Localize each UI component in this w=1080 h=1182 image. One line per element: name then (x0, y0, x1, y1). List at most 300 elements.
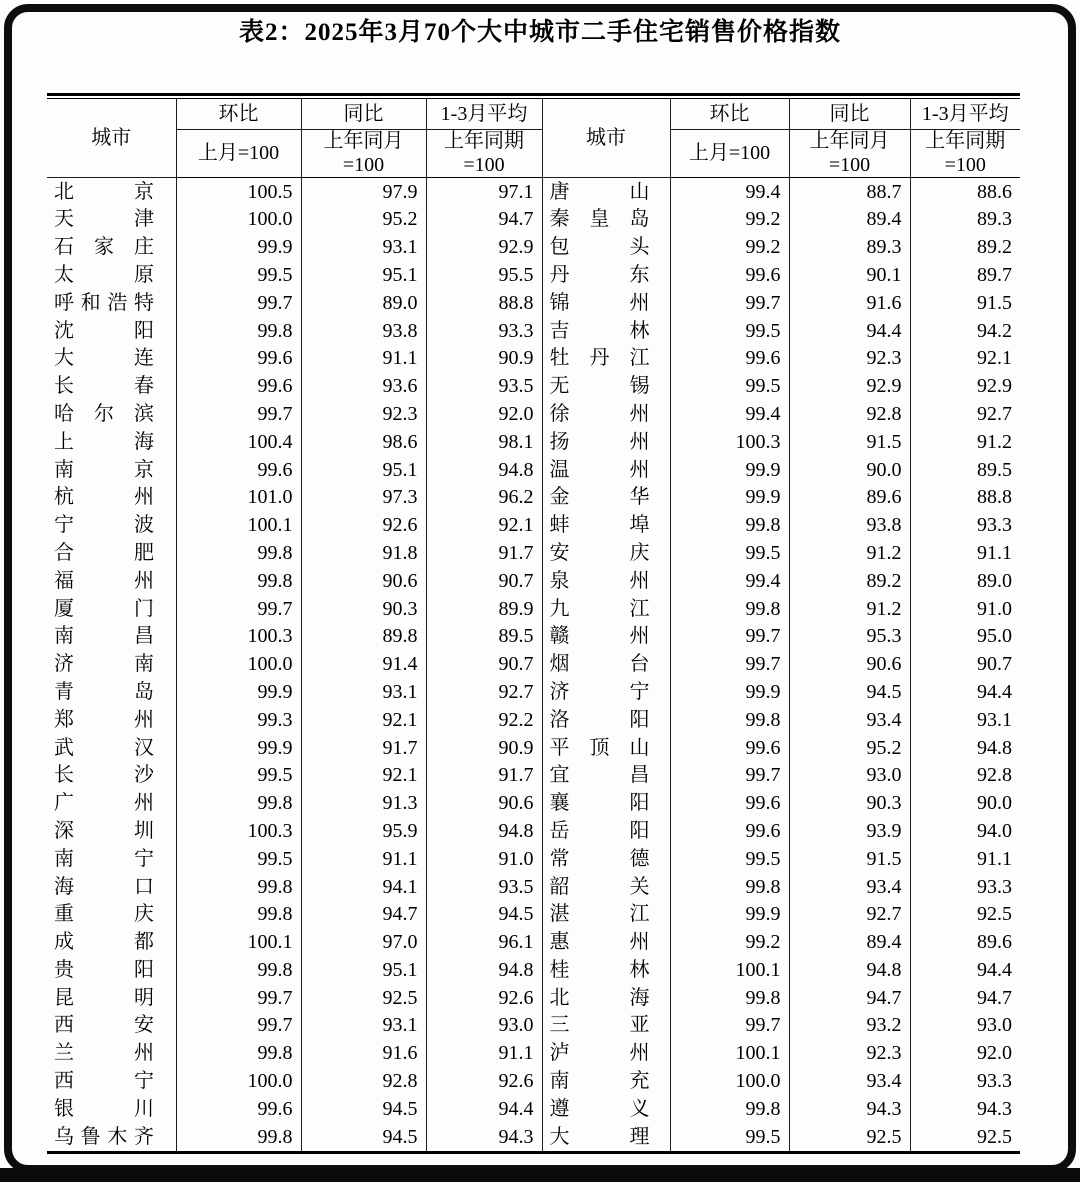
avg-value-cell: 90.7 (426, 651, 542, 679)
mom-value-cell: 100.3 (176, 818, 301, 846)
yoy-value-cell: 94.5 (301, 1123, 426, 1152)
city-cell (47, 818, 176, 846)
yoy-value-cell: 93.6 (301, 373, 426, 401)
city-cell (47, 595, 176, 623)
yoy-value-cell: 93.9 (789, 818, 910, 846)
avg-value-cell: 94.4 (977, 958, 1012, 981)
mom-value-cell: 100.1 (670, 957, 789, 985)
city-name: 泉州 (549, 569, 650, 592)
city-cell (542, 1040, 670, 1068)
city-name: 包头 (549, 236, 650, 259)
city-cell (542, 623, 670, 651)
mom-value-cell: 99.7 (176, 401, 301, 429)
avg-value-cell: 94.7 (977, 986, 1012, 1009)
yoy-value-cell: 98.6 (301, 428, 426, 456)
avg-value-cell: 93.3 (426, 317, 542, 345)
city-cell (542, 706, 670, 734)
mom-value-cell: 99.2 (670, 234, 789, 262)
yoy-value-cell: 94.5 (301, 1095, 426, 1123)
city-cell (47, 762, 176, 790)
city-name: 扬州 (549, 430, 650, 453)
avg-value-cell: 98.1 (426, 428, 542, 456)
table-row (47, 679, 1020, 707)
mom-value-cell: 99.7 (176, 289, 301, 317)
data-table (47, 98, 1020, 1154)
yoy-value-cell: 91.1 (301, 345, 426, 373)
avg-value-cell: 91.1 (426, 1040, 542, 1068)
city-cell (47, 289, 176, 317)
table-row (47, 512, 1020, 540)
city-cell (542, 929, 670, 957)
city-cell (542, 901, 670, 929)
subheader-avg-line1: 上年同期 (444, 130, 524, 152)
city-cell (542, 373, 670, 401)
mom-value-cell: 99.6 (176, 1095, 301, 1123)
avg-value-cell: 91.0 (426, 845, 542, 873)
avg-value-cell: 90.9 (426, 734, 542, 762)
yoy-value-cell: 92.6 (301, 512, 426, 540)
page-title: 表2：2025年3月70个大中城市二手住宅销售价格指数 (238, 19, 841, 46)
subheader-yoy-left (301, 130, 426, 178)
mom-value-cell: 100.0 (176, 1068, 301, 1096)
table-row (47, 957, 1020, 985)
city-name: 济宁 (549, 680, 650, 703)
avg-value-cell: 90.0 (977, 792, 1012, 815)
city-cell (542, 595, 670, 623)
avg-value-cell: 94.8 (426, 818, 542, 846)
yoy-value-cell: 91.8 (301, 540, 426, 568)
avg-value-cell: 94.7 (426, 206, 542, 234)
mom-value-cell: 99.7 (176, 1012, 301, 1040)
city-cell (47, 512, 176, 540)
avg-value-cell: 93.1 (977, 708, 1012, 731)
city-name: 成都 (54, 931, 154, 954)
table-row (47, 540, 1020, 568)
avg-value-cell: 94.8 (977, 736, 1012, 759)
mom-value-cell: 99.5 (176, 845, 301, 873)
yoy-value-cell: 88.7 (789, 178, 910, 206)
city-cell (47, 873, 176, 901)
avg-value-cell: 93.3 (977, 875, 1012, 898)
city-name: 赣州 (549, 625, 650, 648)
yoy-value-cell: 89.3 (789, 234, 910, 262)
avg-value-cell: 88.6 (977, 180, 1012, 203)
city-cell (542, 317, 670, 345)
yoy-value-cell: 93.8 (789, 512, 910, 540)
table-row (47, 317, 1020, 345)
mom-value-cell: 99.4 (670, 401, 789, 429)
city-name: 重庆 (54, 903, 154, 926)
avg-value-cell: 96.2 (426, 484, 542, 512)
yoy-value-cell: 92.1 (301, 706, 426, 734)
avg-value-cell: 92.1 (977, 347, 1012, 370)
city-name: 蚌埠 (549, 514, 650, 537)
table-row (47, 901, 1020, 929)
city-name: 北海 (549, 986, 650, 1009)
yoy-value-cell: 92.7 (789, 901, 910, 929)
mom-value-cell: 99.8 (176, 540, 301, 568)
header-yoy-right: 同比 (789, 99, 910, 130)
avg-value-cell: 93.3 (977, 1070, 1012, 1093)
yoy-value-cell: 89.2 (789, 567, 910, 595)
yoy-value-cell: 92.8 (301, 1068, 426, 1096)
yoy-value-cell: 91.5 (789, 845, 910, 873)
subheader-mom-right: 上月=100 (670, 130, 789, 178)
city-name: 锦州 (549, 291, 650, 314)
city-cell (542, 984, 670, 1012)
yoy-value-cell: 92.3 (789, 345, 910, 373)
avg-value-cell: 89.7 (977, 263, 1012, 286)
city-cell (47, 178, 176, 206)
city-cell (47, 1012, 176, 1040)
mom-value-cell: 101.0 (176, 484, 301, 512)
avg-value-cell: 92.1 (426, 512, 542, 540)
avg-value-cell: 96.1 (426, 929, 542, 957)
mom-value-cell: 99.8 (176, 317, 301, 345)
mom-value-cell: 99.6 (176, 373, 301, 401)
city-name: 青岛 (54, 680, 154, 703)
city-name: 泸州 (549, 1042, 650, 1065)
mom-value-cell: 100.4 (176, 428, 301, 456)
header-mom-left: 环比 (176, 99, 301, 130)
city-cell (542, 428, 670, 456)
city-name: 福州 (54, 569, 154, 592)
city-cell (542, 1068, 670, 1096)
table-row (47, 345, 1020, 373)
yoy-value-cell: 91.7 (301, 734, 426, 762)
subheader-yoy-right (789, 130, 910, 178)
subheader-yoy-line1: 上年同月 (809, 130, 890, 152)
subheader-mom-left: 上月=100 (176, 130, 301, 178)
yoy-value-cell: 91.2 (789, 595, 910, 623)
city-name: 厦门 (54, 597, 154, 620)
avg-value-cell: 90.9 (426, 345, 542, 373)
yoy-value-cell: 93.1 (301, 679, 426, 707)
city-cell (47, 540, 176, 568)
table-row (47, 289, 1020, 317)
mom-value-cell: 99.6 (176, 456, 301, 484)
yoy-value-cell: 93.0 (789, 762, 910, 790)
avg-value-cell: 92.7 (426, 679, 542, 707)
mom-value-cell: 100.5 (176, 178, 301, 206)
yoy-value-cell: 95.3 (789, 623, 910, 651)
city-name: 秦皇岛 (549, 208, 650, 231)
mom-value-cell: 99.5 (670, 373, 789, 401)
city-cell (47, 1040, 176, 1068)
yoy-value-cell: 92.3 (789, 1040, 910, 1068)
avg-value-cell: 92.9 (426, 234, 542, 262)
avg-value-cell: 91.1 (977, 541, 1012, 564)
city-name: 西宁 (54, 1070, 154, 1093)
city-name: 杭州 (54, 486, 154, 509)
mom-value-cell: 99.5 (670, 317, 789, 345)
city-name: 海口 (54, 875, 154, 898)
table-row (47, 873, 1020, 901)
subheader-yoy-line2: =100 (342, 153, 385, 176)
mom-value-cell: 99.7 (670, 651, 789, 679)
city-name: 长沙 (54, 764, 154, 787)
city-cell (47, 929, 176, 957)
subheader-yoy-line2: =100 (828, 153, 871, 176)
city-cell (47, 790, 176, 818)
table-row (47, 1068, 1020, 1096)
city-name: 长春 (54, 375, 154, 398)
subheader-avg-line2: =100 (944, 153, 986, 176)
mom-value-cell: 99.6 (670, 734, 789, 762)
header-avg-left: 1-3月平均 (426, 99, 542, 130)
city-cell (542, 1095, 670, 1123)
city-name: 呼和浩特 (54, 291, 154, 314)
table-row (47, 262, 1020, 290)
table-row (47, 706, 1020, 734)
mom-value-cell: 100.1 (176, 929, 301, 957)
city-name: 深圳 (54, 819, 154, 842)
mom-value-cell: 99.8 (670, 984, 789, 1012)
avg-value-cell: 92.0 (977, 1042, 1012, 1065)
avg-value-cell: 91.2 (977, 430, 1012, 453)
city-cell (542, 1012, 670, 1040)
avg-value-cell: 91.0 (977, 597, 1012, 620)
avg-value-cell: 91.7 (426, 540, 542, 568)
city-cell (47, 373, 176, 401)
avg-value-cell: 93.0 (977, 1014, 1012, 1037)
yoy-value-cell: 92.8 (789, 401, 910, 429)
mom-value-cell: 99.8 (176, 873, 301, 901)
avg-value-cell: 90.7 (977, 653, 1012, 676)
table-row (47, 456, 1020, 484)
table-row (47, 762, 1020, 790)
avg-value-cell: 94.5 (426, 901, 542, 929)
avg-value-cell: 94.0 (977, 819, 1012, 842)
city-name: 南宁 (54, 847, 154, 870)
mom-value-cell: 99.6 (670, 345, 789, 373)
yoy-value-cell: 95.1 (301, 456, 426, 484)
avg-value-cell: 92.6 (426, 984, 542, 1012)
header-yoy-left: 同比 (301, 99, 426, 130)
yoy-value-cell: 93.4 (789, 873, 910, 901)
yoy-value-cell: 91.4 (301, 651, 426, 679)
city-cell (542, 567, 670, 595)
header-avg-right: 1-3月平均 (910, 99, 1020, 130)
avg-value-cell: 94.2 (977, 319, 1012, 342)
yoy-value-cell: 92.9 (789, 373, 910, 401)
city-name: 丹东 (549, 263, 650, 286)
city-name: 乌鲁木齐 (54, 1125, 154, 1148)
city-cell (47, 679, 176, 707)
mom-value-cell: 99.6 (670, 790, 789, 818)
avg-value-cell: 91.1 (977, 847, 1012, 870)
city-cell (542, 178, 670, 206)
city-cell (47, 567, 176, 595)
city-cell (47, 623, 176, 651)
city-cell (47, 401, 176, 429)
avg-value-cell: 93.5 (426, 373, 542, 401)
city-name: 西安 (54, 1014, 154, 1037)
city-cell (47, 845, 176, 873)
city-cell (542, 234, 670, 262)
mom-value-cell: 99.8 (176, 1123, 301, 1152)
yoy-value-cell: 94.1 (301, 873, 426, 901)
city-cell (47, 456, 176, 484)
avg-value-cell: 92.2 (426, 706, 542, 734)
subheader-avg-left (426, 130, 542, 178)
yoy-value-cell: 93.4 (789, 706, 910, 734)
table-row (47, 929, 1020, 957)
avg-value-cell: 95.5 (426, 262, 542, 290)
city-cell (542, 345, 670, 373)
mom-value-cell: 100.0 (176, 651, 301, 679)
city-cell (47, 262, 176, 290)
mom-value-cell: 99.5 (670, 540, 789, 568)
table-row (47, 1040, 1020, 1068)
city-cell (542, 790, 670, 818)
subheader-yoy-line1: 上年同月 (323, 130, 404, 152)
city-name: 唐山 (549, 180, 650, 203)
city-cell (47, 234, 176, 262)
city-name: 九江 (549, 597, 650, 620)
avg-value-cell: 92.7 (977, 402, 1012, 425)
table-row (47, 734, 1020, 762)
mom-value-cell: 99.3 (176, 706, 301, 734)
table-row (47, 818, 1020, 846)
mom-value-cell: 100.3 (176, 623, 301, 651)
yoy-value-cell: 94.4 (789, 317, 910, 345)
city-cell (542, 873, 670, 901)
mom-value-cell: 100.0 (176, 206, 301, 234)
yoy-value-cell: 89.8 (301, 623, 426, 651)
yoy-value-cell: 94.7 (789, 984, 910, 1012)
mom-value-cell: 99.8 (670, 873, 789, 901)
city-cell (47, 428, 176, 456)
city-name: 金华 (549, 486, 650, 509)
mom-value-cell: 99.7 (670, 762, 789, 790)
city-name: 南京 (54, 458, 154, 481)
city-cell (47, 651, 176, 679)
table-row (47, 234, 1020, 262)
yoy-value-cell: 89.6 (789, 484, 910, 512)
yoy-value-cell: 93.2 (789, 1012, 910, 1040)
yoy-value-cell: 94.3 (789, 1095, 910, 1123)
table-row (47, 1012, 1020, 1040)
city-cell (47, 206, 176, 234)
mom-value-cell: 100.0 (670, 1068, 789, 1096)
table-row (47, 373, 1020, 401)
city-name: 烟台 (549, 653, 650, 676)
city-cell (542, 289, 670, 317)
mom-value-cell: 99.7 (670, 1012, 789, 1040)
mom-value-cell: 100.3 (670, 428, 789, 456)
city-name: 遵义 (549, 1097, 650, 1120)
mom-value-cell: 99.5 (176, 262, 301, 290)
mom-value-cell: 99.9 (176, 734, 301, 762)
city-name: 韶关 (549, 875, 650, 898)
avg-value-cell: 89.6 (977, 931, 1012, 954)
yoy-value-cell: 92.5 (789, 1123, 910, 1152)
city-cell (542, 456, 670, 484)
city-name: 大理 (549, 1125, 650, 1148)
mom-value-cell: 99.8 (176, 957, 301, 985)
city-cell (542, 540, 670, 568)
bottom-black-band (0, 1168, 1080, 1182)
city-name: 南充 (549, 1070, 650, 1093)
city-name: 哈尔滨 (54, 402, 154, 425)
table-header (47, 99, 1020, 178)
city-name: 平顶山 (549, 736, 650, 759)
table-row (47, 651, 1020, 679)
mom-value-cell: 99.2 (670, 929, 789, 957)
city-cell (47, 1095, 176, 1123)
city-name: 安庆 (549, 541, 650, 564)
avg-value-cell: 88.8 (977, 486, 1012, 509)
yoy-value-cell: 97.0 (301, 929, 426, 957)
city-cell (542, 206, 670, 234)
table-row (47, 178, 1020, 206)
city-name: 天津 (54, 208, 154, 231)
city-name: 常德 (549, 847, 650, 870)
city-name: 石家庄 (54, 236, 154, 259)
avg-value-cell: 91.7 (426, 762, 542, 790)
yoy-value-cell: 91.3 (301, 790, 426, 818)
city-name: 银川 (54, 1097, 154, 1120)
yoy-value-cell: 94.8 (789, 957, 910, 985)
table-row (47, 623, 1020, 651)
mom-value-cell: 99.8 (176, 901, 301, 929)
avg-value-cell: 92.5 (977, 1125, 1012, 1148)
avg-value-cell: 92.8 (977, 764, 1012, 787)
city-name: 温州 (549, 458, 650, 481)
avg-value-cell: 89.0 (977, 569, 1012, 592)
avg-value-cell: 94.4 (426, 1095, 542, 1123)
avg-value-cell: 94.8 (426, 957, 542, 985)
avg-value-cell: 89.9 (426, 595, 542, 623)
avg-value-cell: 92.0 (426, 401, 542, 429)
city-name: 襄阳 (549, 792, 650, 815)
yoy-value-cell: 97.9 (301, 178, 426, 206)
city-cell (47, 317, 176, 345)
yoy-value-cell: 93.4 (789, 1068, 910, 1096)
yoy-value-cell: 90.6 (301, 567, 426, 595)
avg-value-cell: 92.9 (977, 375, 1012, 398)
yoy-value-cell: 95.2 (789, 734, 910, 762)
mom-value-cell: 99.5 (670, 1123, 789, 1152)
avg-value-cell: 89.5 (426, 623, 542, 651)
city-name: 徐州 (549, 402, 650, 425)
mom-value-cell: 99.9 (176, 679, 301, 707)
city-name: 贵阳 (54, 958, 154, 981)
city-name: 郑州 (54, 708, 154, 731)
city-cell (47, 484, 176, 512)
yoy-value-cell: 90.6 (789, 651, 910, 679)
city-cell (47, 901, 176, 929)
mom-value-cell: 100.1 (176, 512, 301, 540)
city-name: 大连 (54, 347, 154, 370)
city-cell (47, 984, 176, 1012)
mom-value-cell: 99.8 (670, 706, 789, 734)
mom-value-cell: 99.8 (176, 1040, 301, 1068)
city-cell (542, 679, 670, 707)
city-cell (47, 957, 176, 985)
yoy-value-cell: 91.2 (789, 540, 910, 568)
mom-value-cell: 99.9 (176, 234, 301, 262)
city-name: 岳阳 (549, 819, 650, 842)
table-row (47, 845, 1020, 873)
city-name: 济南 (54, 653, 154, 676)
mom-value-cell: 99.8 (670, 512, 789, 540)
city-cell (47, 345, 176, 373)
mom-value-cell: 99.9 (670, 901, 789, 929)
yoy-value-cell: 93.1 (301, 234, 426, 262)
mom-value-cell: 99.9 (670, 456, 789, 484)
